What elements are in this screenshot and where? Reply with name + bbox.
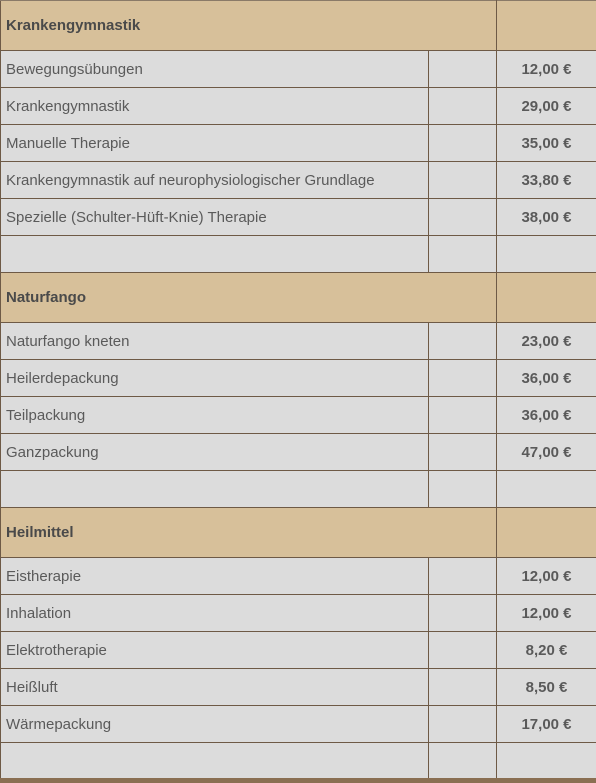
empty-cell bbox=[429, 236, 497, 273]
treatment-price: 8,50 € bbox=[497, 669, 596, 706]
section-header-heilmittel bbox=[1, 508, 596, 558]
empty-cell bbox=[497, 236, 596, 273]
treatment-price: 33,80 € bbox=[497, 162, 596, 199]
empty-cell bbox=[429, 360, 497, 397]
empty-cell bbox=[429, 51, 497, 88]
table-row bbox=[1, 558, 596, 595]
bottom-border-strip bbox=[0, 778, 596, 783]
empty-cell bbox=[429, 434, 497, 471]
empty-cell bbox=[429, 471, 497, 508]
section-title: Naturfango bbox=[1, 273, 497, 323]
table-row bbox=[1, 125, 596, 162]
empty-cell bbox=[1, 471, 429, 508]
section-header-spacer bbox=[497, 1, 596, 51]
treatment-price: 12,00 € bbox=[497, 595, 596, 632]
treatment-price: 29,00 € bbox=[497, 88, 596, 125]
empty-cell bbox=[429, 199, 497, 236]
empty-cell bbox=[429, 125, 497, 162]
empty-cell bbox=[429, 162, 497, 199]
section-header-spacer bbox=[497, 273, 596, 323]
treatment-name: Ganzpackung bbox=[1, 434, 429, 471]
section-title: Krankengymnastik bbox=[1, 1, 497, 51]
treatment-price: 36,00 € bbox=[497, 397, 596, 434]
treatment-price: 17,00 € bbox=[497, 706, 596, 743]
table-row bbox=[1, 397, 596, 434]
empty-cell bbox=[429, 669, 497, 706]
treatment-name: Inhalation bbox=[1, 595, 429, 632]
empty-cell bbox=[1, 236, 429, 273]
treatment-price: 12,00 € bbox=[497, 558, 596, 595]
table-row bbox=[1, 162, 596, 199]
treatment-price: 35,00 € bbox=[497, 125, 596, 162]
table-row bbox=[1, 632, 596, 669]
table-row bbox=[1, 199, 596, 236]
section-header-krankengymnastik bbox=[1, 1, 596, 51]
treatment-price: 38,00 € bbox=[497, 199, 596, 236]
treatment-price: 36,00 € bbox=[497, 360, 596, 397]
table-row bbox=[1, 88, 596, 125]
empty-cell bbox=[429, 397, 497, 434]
empty-cell bbox=[429, 743, 497, 780]
treatment-price: 23,00 € bbox=[497, 323, 596, 360]
treatment-price: 47,00 € bbox=[497, 434, 596, 471]
table-row bbox=[1, 360, 596, 397]
empty-cell bbox=[429, 706, 497, 743]
empty-cell bbox=[497, 743, 596, 780]
treatment-name: Naturfango kneten bbox=[1, 323, 429, 360]
treatment-name: Eistherapie bbox=[1, 558, 429, 595]
empty-cell bbox=[429, 632, 497, 669]
spacer-row bbox=[1, 471, 596, 508]
empty-cell bbox=[429, 595, 497, 632]
section-title: Heilmittel bbox=[1, 508, 497, 558]
treatment-price: 12,00 € bbox=[497, 51, 596, 88]
treatment-name: Manuelle Therapie bbox=[1, 125, 429, 162]
treatment-name: Heilerdepackung bbox=[1, 360, 429, 397]
spacer-row bbox=[1, 236, 596, 273]
empty-cell bbox=[1, 743, 429, 780]
table-row bbox=[1, 669, 596, 706]
table-row bbox=[1, 434, 596, 471]
treatment-name: Bewegungsübungen bbox=[1, 51, 429, 88]
table-row bbox=[1, 706, 596, 743]
table-row bbox=[1, 51, 596, 88]
treatment-name: Wärmepackung bbox=[1, 706, 429, 743]
table-row bbox=[1, 595, 596, 632]
empty-cell bbox=[429, 558, 497, 595]
treatment-name: Teilpackung bbox=[1, 397, 429, 434]
empty-cell bbox=[429, 88, 497, 125]
treatment-name: Krankengymnastik auf neurophysiologischer Grundlage bbox=[1, 162, 429, 199]
empty-cell bbox=[497, 471, 596, 508]
treatment-name: Krankengymnastik bbox=[1, 88, 429, 125]
treatment-name: Elektrotherapie bbox=[1, 632, 429, 669]
section-header-naturfango bbox=[1, 273, 596, 323]
price-table-body bbox=[1, 1, 596, 780]
table-row bbox=[1, 323, 596, 360]
treatment-name: Heißluft bbox=[1, 669, 429, 706]
spacer-row bbox=[1, 743, 596, 780]
section-header-spacer bbox=[497, 508, 596, 558]
treatment-name: Spezielle (Schulter-Hüft-Knie) Therapie bbox=[1, 199, 429, 236]
treatment-price: 8,20 € bbox=[497, 632, 596, 669]
empty-cell bbox=[429, 323, 497, 360]
